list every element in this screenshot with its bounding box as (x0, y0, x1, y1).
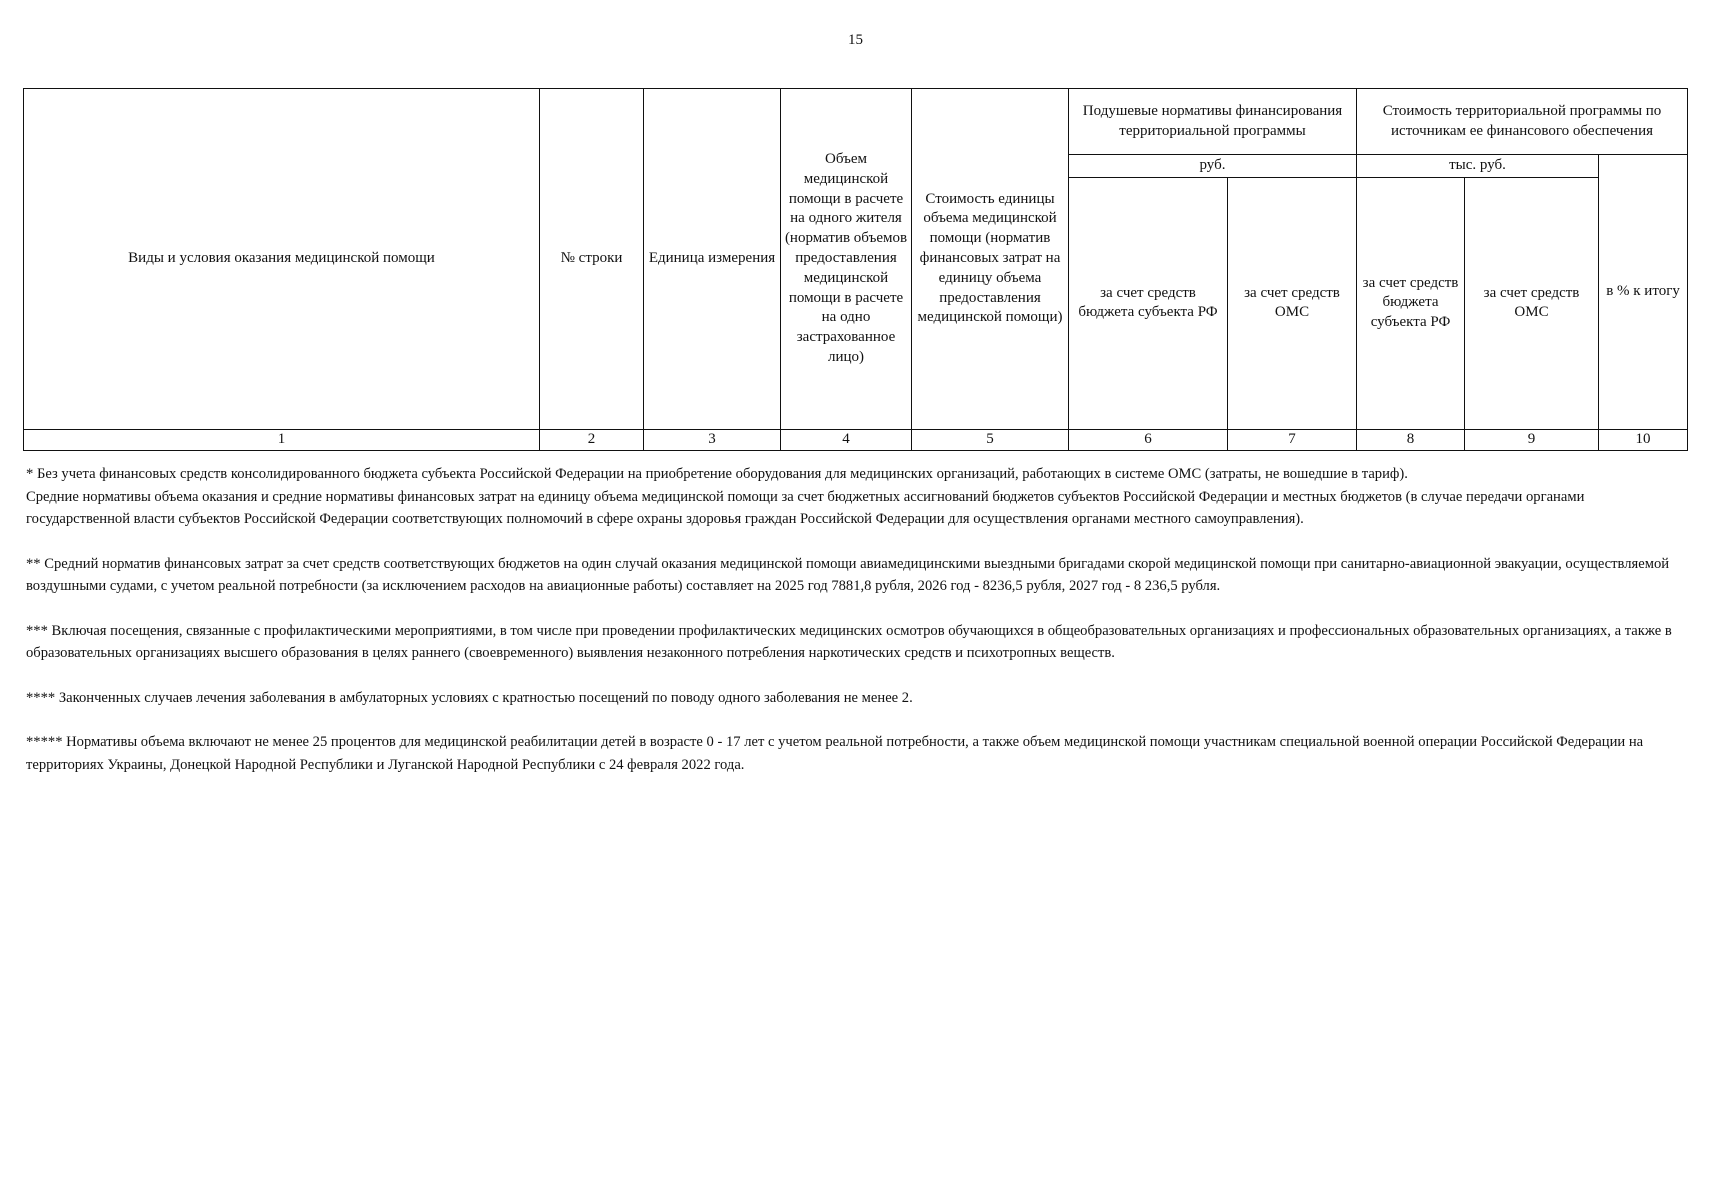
header-cell-percent-total: в % к итогу (1599, 155, 1688, 430)
page-number: 15 (848, 32, 863, 48)
header-cell-rub: руб. (1069, 155, 1357, 178)
column-number: 6 (1069, 429, 1228, 450)
header-cell-regional-budget-rub: за счет средств бюджета субъекта РФ (1069, 177, 1228, 429)
header-cell-oms-thousand: за счет средств ОМС (1465, 177, 1599, 429)
header-cell-unit-cost: Стоимость единицы объема медицинской помощи (норматив финансовых затрат на единицу объема предоставления медицинской помощи) (912, 89, 1069, 430)
column-number: 7 (1228, 429, 1357, 450)
normatives-table (23, 88, 1688, 451)
column-number: 10 (1599, 429, 1688, 450)
header-cell-row-number: № строки (540, 89, 644, 430)
column-number: 1 (24, 429, 540, 450)
footnote-2: ** Средний норматив финансовых затрат за счет средств соответствующих бюджетов на один случай оказания медицинской помощи авиамедицинскими выездными бригадами скорой медицинской помощи при санитарно-авиационной эвакуации, осуществляемой воздушными судами, с учетом реальной потребности (за исключением расходов на авиационные работы) составляет на 2025 год 7881,8 рубля, 2026 год - 8236,5 рубля, 2027 год - 8 236,5 рубля. (26, 555, 1670, 594)
column-number: 4 (781, 429, 912, 450)
header-cell-thousand-rub: тыс. руб. (1357, 155, 1599, 178)
column-numbers-row (24, 429, 1688, 450)
header-row-groups (24, 89, 1688, 155)
footnote-4: **** Законченных случаев лечения заболевания в амбулаторных условиях с кратностью посещений по поводу одного заболевания не менее 2. (26, 689, 913, 706)
header-cell-program-cost-group: Стоимость территориальной программы по источникам ее финансового обеспечения (1357, 89, 1688, 155)
footnote-5: ***** Нормативы объема включают не менее 25 процентов для медицинской реабилитации детей в возрасте 0 - 17 лет с учетом реальной потребности, а также объем медицинской помощи участникам специальной военной операции Российской Федерации на территориях Украины, Донецкой Народной Республики и Луганской Народной Республики с 24 февраля 2022 года. (26, 734, 1644, 773)
footnotes (26, 463, 1688, 776)
footnote-3: *** Включая посещения, связанные с профилактическими мероприятиями, в том числе при проведении профилактических медицинских осмотров обучающихся в общеобразовательных организациях и профессиональных образовательных организациях, а также в образовательных организациях высшего образования в целях раннего (своевременного) выявления незаконного потребления наркотических средств и психотропных веществ. (26, 622, 1672, 661)
footnote-1-continued: Средние нормативы объема оказания и средние нормативы финансовых затрат на единицу объема медицинской помощи за счет бюджетных ассигнований бюджетов субъектов Российской Федерации и местных бюджетов (в случае передачи органами государственной власти субъектов Российской Федерации соответствующих полномочий в сфере охраны здоровья граждан Российской Федерации для осуществления органами местного самоуправления). (26, 488, 1585, 527)
column-number: 3 (644, 429, 781, 450)
column-number: 2 (540, 429, 644, 450)
column-number: 8 (1357, 429, 1465, 450)
header-cell-volume: Объем медицинской помощи в расчете на одного жителя (норматив объемов предоставления медицинской помощи в расчете на одно застрахованное лицо) (781, 89, 912, 430)
header-cell-unit: Единица измерения (644, 89, 781, 430)
column-number: 9 (1465, 429, 1599, 450)
header-cell-types: Виды и условия оказания медицинской помощи (24, 89, 540, 430)
footnote-1: * Без учета финансовых средств консолидированного бюджета субъекта Российской Федерации на приобретение оборудования для медицинских организаций, работающих в системе ОМС (затраты, не вошедшие в тариф). (26, 466, 1408, 482)
header-cell-per-capita-group: Подушевые нормативы финансирования территориальной программы (1069, 89, 1357, 155)
header-cell-oms-rub: за счет средств ОМС (1228, 177, 1357, 429)
column-number: 5 (912, 429, 1069, 450)
header-cell-regional-budget-thousand: за счет средств бюджета субъекта РФ (1357, 177, 1465, 429)
